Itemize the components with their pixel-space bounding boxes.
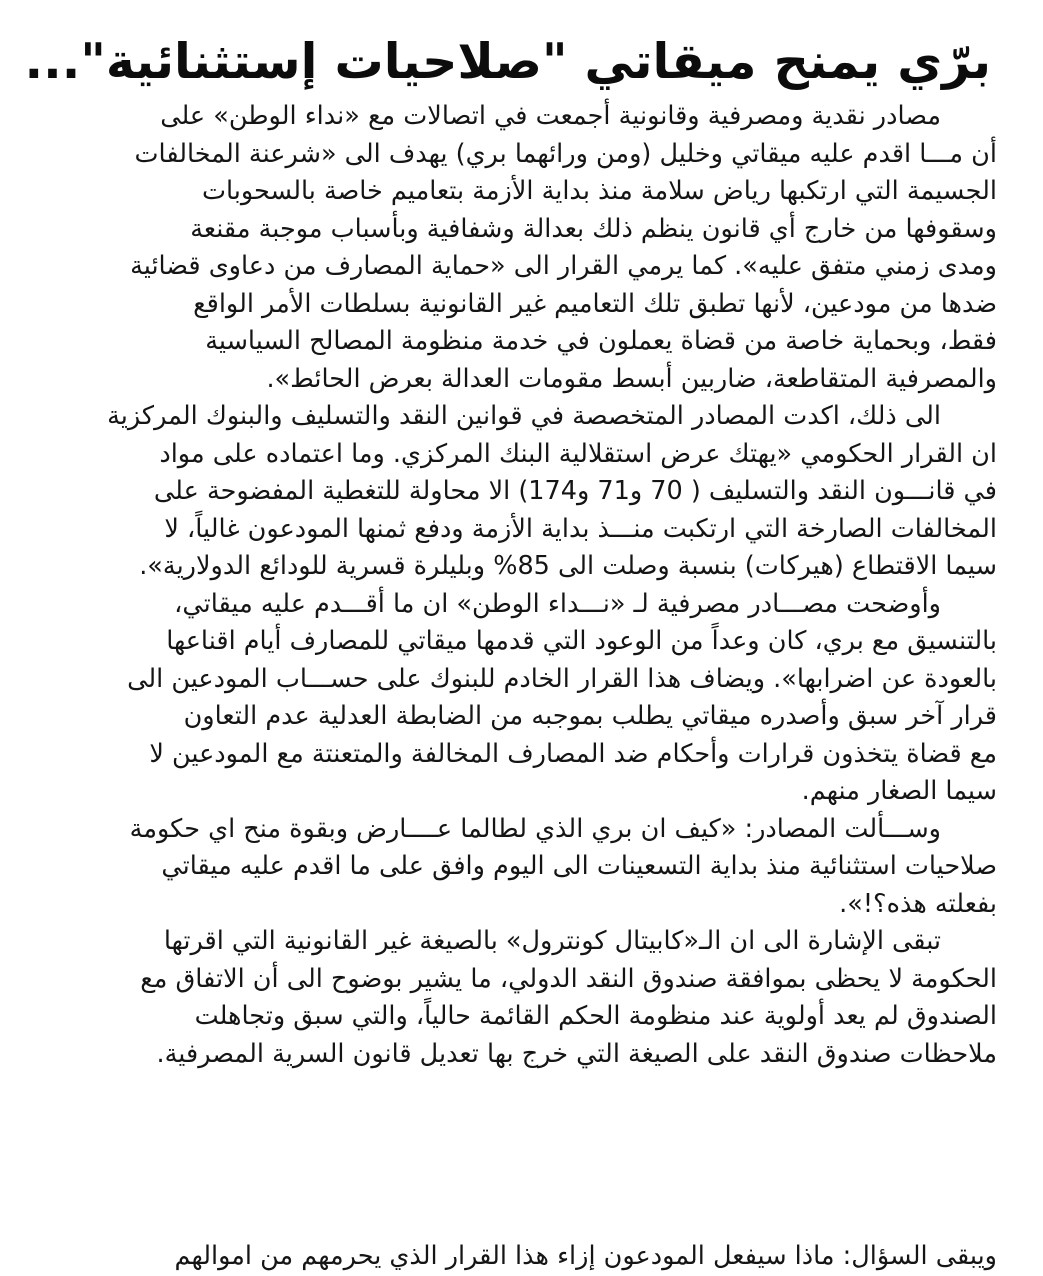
text-line: الجسيمة التي ارتكبها رياض سلامة منذ بداية الأزمة بتعاميم خاصة بالسحوبات xyxy=(201,176,997,206)
text-line: ومدى زمني متفق عليه». كما يرمي القرار الى «حماية المصارف من دعاوى قضائية xyxy=(130,251,997,281)
text-line: وسقوفها من خارج أي قانون ينظم ذلك بعدالة وشفافية وبأسباب موجبة مقنعة xyxy=(190,213,997,244)
paragraph xyxy=(38,586,997,811)
text-line: مع قضاة يتخذون قرارات وأحكام ضد المصارف المخالفة والمتعنتة مع المودعين لا xyxy=(149,738,997,769)
text-line: بالتنسيق مع بري، كان وعداً من الوعود التي قدمها ميقاتي للمصارف أيام اقناعها xyxy=(166,626,997,656)
text-line: الصندوق لم يعد أولوية عند منظومة الحكم القائمة حالياً، والتي سبق وتجاهلت xyxy=(194,1001,997,1031)
paragraph xyxy=(38,398,997,586)
text-line: والمصرفية المتقاطعة، ضاربين أبسط مقومات العدالة بعرض الحائط». xyxy=(266,363,997,394)
cut-off-text-line: ويبقى السؤال: ماذا سيفعل المودعون إزاء هذا القرار الذي يحرمهم من اموالهم xyxy=(174,1241,997,1271)
text-line: وســـألت المصادر: «كيف ان بري الذي لطالما عــــارض وبقوة منح اي حكومة xyxy=(129,813,941,844)
text-line: تبقى الإشارة الى ان الـ«كابيتال كونترول» بالصيغة غير القانونية التي اقرتها xyxy=(163,926,941,956)
text-line: ضدها من مودعين، لأنها تطبق تلك التعاميم غير القانونية بسلطات الأمر الواقع xyxy=(193,288,997,319)
text-line: أن مـــا اقدم عليه ميقاتي وخليل (ومن ورائهما بري) يهدف الى «شرعنة المخالفات xyxy=(134,138,997,169)
text-line: في قانـــون النقد والتسليف ( 70 و71 و174) الا محاولة للتغطية المفضوحة على xyxy=(153,476,997,506)
headline: برّي يمنح ميقاتي "صلاحيات إستثنائية"... xyxy=(24,33,991,90)
text-line: وأوضحت مصـــادر مصرفية لـ «نـــداء الوطن» ان ما أقـــدم عليه ميقاتي، xyxy=(174,588,941,619)
text-line: قرار آخر سبق وأصدره ميقاتي يطلب بموجبه من الضابطة العدلية عدم التعاون xyxy=(183,701,997,731)
paragraph xyxy=(38,811,997,924)
text-line: فقط، وبحماية خاصة من قضاة يعملون في خدمة منظومة المصالح السياسية xyxy=(205,326,997,356)
text-line: سيما الصغار منهم. xyxy=(801,776,997,806)
text-line: المخالفات الصارخة التي ارتكبت منـــذ بداية الأزمة ودفع ثمنها المودعون غالياً، لا xyxy=(164,513,997,544)
paragraph xyxy=(38,923,997,1073)
text-line: سيما الاقتطاع (هيركات) بنسبة وصلت الى 85% وبليلرة قسرية للودائع الدولارية». xyxy=(139,551,997,581)
text-line: بفعلته هذه؟!». xyxy=(839,888,997,919)
text-line: الى ذلك، اكدت المصادر المتخصصة في قوانين النقد والتسليف والبنوك المركزية xyxy=(107,401,941,431)
text-line: الحكومة لا يحظى بموافقة صندوق النقد الدولي، ما يشير بوضوح الى أن الاتفاق مع xyxy=(140,963,997,994)
text-line: ملاحظات صندوق النقد على الصيغة التي خرج بها تعديل قانون السرية المصرفية. xyxy=(156,1038,997,1069)
paragraph xyxy=(38,98,997,398)
article-body xyxy=(38,98,997,1073)
text-line: مصادر نقدية ومصرفية وقانونية أجمعت في اتصالات مع «نداء الوطن» على xyxy=(160,101,941,131)
text-line: بالعودة عن اضرابها». ويضاف هذا القرار الخادم للبنوك على حســـاب المودعين الى xyxy=(127,663,997,694)
text-line: ان القرار الحكومي «يهتك عرض استقلالية البنك المركزي. وما اعتماده على مواد xyxy=(159,438,997,469)
text-line: صلاحيات استثنائية منذ بداية التسعينات الى اليوم وافق على ما اقدم عليه ميقاتي xyxy=(161,851,997,881)
